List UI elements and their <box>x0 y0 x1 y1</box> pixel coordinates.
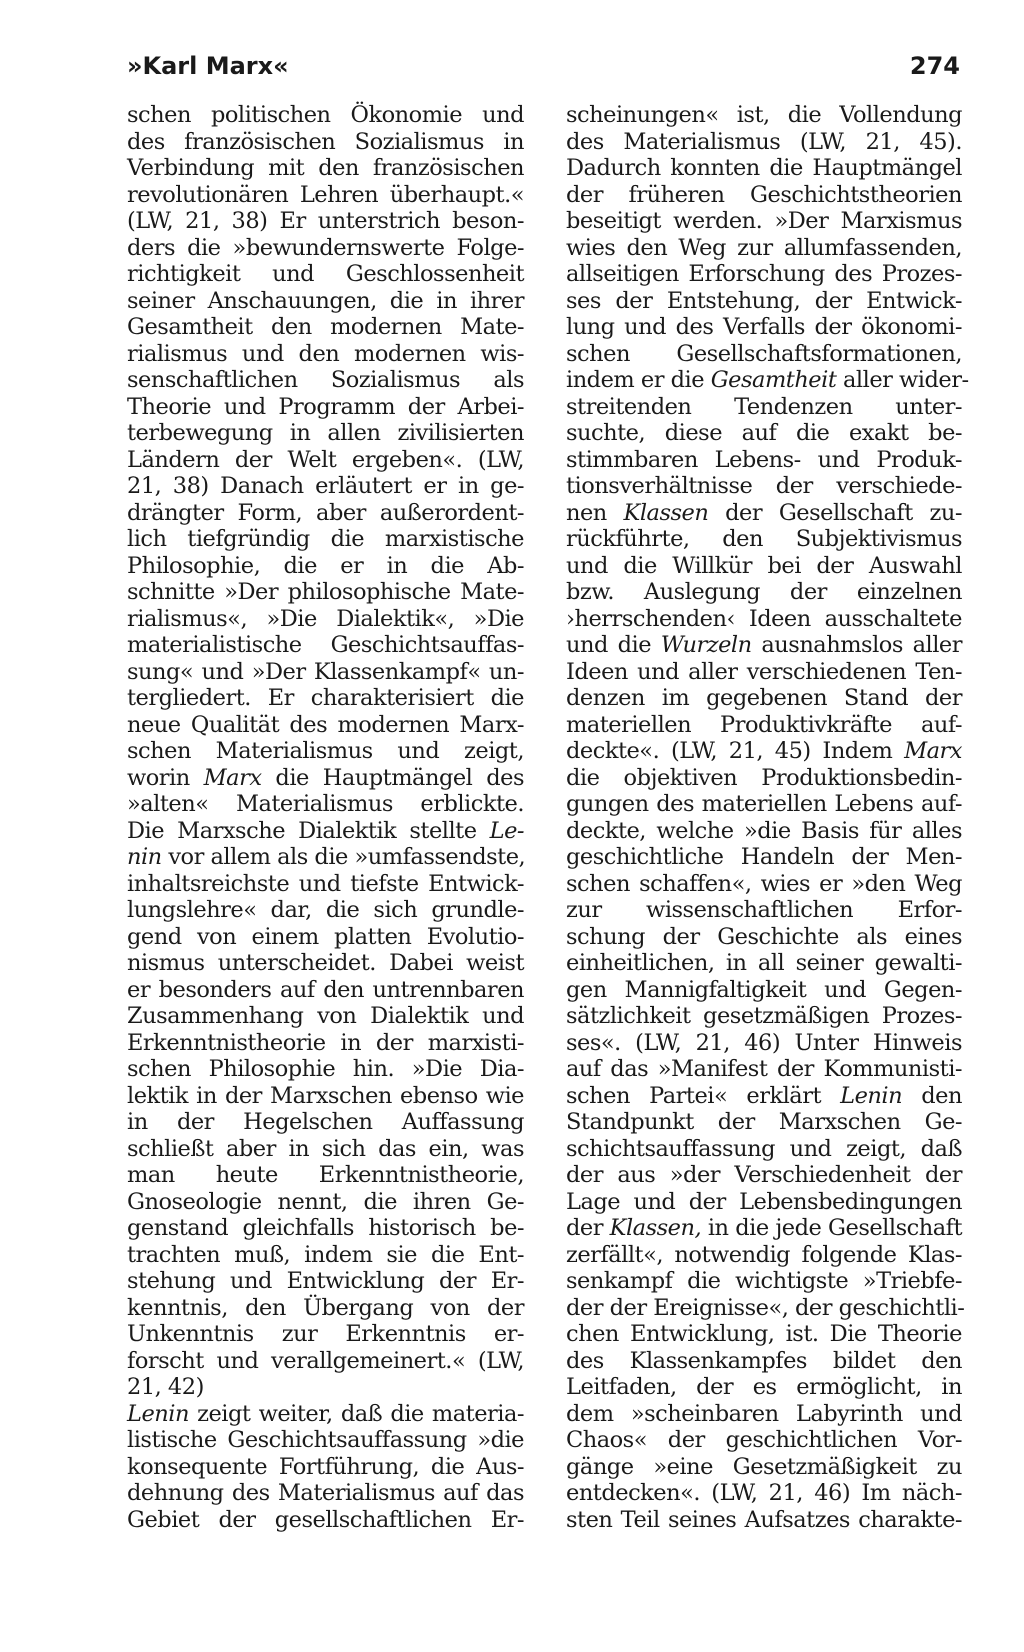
text-segment: deckte«. (LW, 21, 45) Indem <box>566 738 905 764</box>
running-head <box>127 48 960 84</box>
emphasized-name: Klassen <box>623 499 709 526</box>
text-segment: Die Marxsche Dialektik stellte <box>127 817 490 844</box>
text-segment: schen Partei« erklärt <box>566 1082 841 1109</box>
text-line: auf das »Manifest der Kommunisti- <box>566 1056 962 1082</box>
text-line: richtigkeit und Geschlossenheit <box>127 261 524 287</box>
text-line: Zusammenhang von Dialektik und <box>127 1003 524 1029</box>
text-line: lungslehre« dar, die sich grundle- <box>127 897 524 923</box>
text-line: zerfällt«, notwendig folgende Klas- <box>566 1241 962 1268</box>
text-line: senschaftlichen Sozialismus als <box>127 367 524 393</box>
text-line: ›herrschenden‹ Ideen ausschaltete <box>566 605 962 632</box>
text-line: dehnung des Materialismus auf das <box>127 1480 524 1506</box>
text-line: Gebiet der gesellschaftlichen Er- <box>127 1506 524 1533</box>
text-segment: die Hauptmängel des <box>261 764 525 791</box>
text-line: konsequente Fortführung, die Aus- <box>127 1453 524 1480</box>
text-line: schnitte »Der philosophische Mate- <box>127 579 524 605</box>
text-line: Lage und der Lebensbedingungen <box>566 1188 962 1215</box>
text-line: chen Entwicklung, ist. Die Theorie <box>566 1321 962 1347</box>
text-segment: vor allem als die »umfassendste, <box>161 844 526 870</box>
emphasized-name: nin <box>127 844 162 870</box>
text-segment: den <box>902 1082 962 1109</box>
text-line: tergliedert. Er charakterisiert die <box>127 685 524 711</box>
text-line: Erkenntnistheorie in der marxisti- <box>127 1029 524 1056</box>
text-line: scheinungen« ist, die Vollendung <box>566 102 962 128</box>
emphasized-name: Klassen, <box>609 1215 702 1241</box>
text-line: suchte, diese auf die exakt be- <box>566 420 962 446</box>
text-line <box>127 818 524 845</box>
emphasized-name: Gesamtheit <box>710 367 837 393</box>
text-line: sung« und »Der Klassenkampf« un- <box>127 658 524 685</box>
text-line: in der Hegelschen Auffassung <box>127 1109 524 1135</box>
left-text-column <box>127 102 524 1533</box>
text-segment: nen <box>566 499 624 526</box>
text-line: neue Qualität des modernen Marx- <box>127 711 524 738</box>
text-line: er besonders auf den untrennbaren <box>127 976 524 1003</box>
emphasized-name: Lenin <box>840 1082 903 1109</box>
text-line: wies den Weg zur allumfassenden, <box>566 234 962 261</box>
text-line: Gesamtheit den modernen Mate- <box>127 314 524 340</box>
text-line: tionsverhältnisse der verschiede- <box>566 473 962 499</box>
text-line: listische Geschichtsauffassung »die <box>127 1427 524 1453</box>
right-text-column <box>566 102 969 1533</box>
text-line: schen Gesellschaftsformationen, <box>566 340 962 367</box>
text-line: rückführte, den Subjektivismus <box>566 526 962 552</box>
text-line: lektik in der Marxschen ebenso wie <box>127 1082 524 1109</box>
emphasized-name: Marx <box>203 764 262 791</box>
text-line: bzw. Auslegung der einzelnen <box>566 579 962 605</box>
text-line: terbewegung in allen zivilisierten <box>127 420 524 446</box>
text-line: Gnoseologie nennt, die ihren Ge- <box>127 1188 524 1215</box>
text-line <box>127 765 524 792</box>
text-line: man heute Erkenntnistheorie, <box>127 1162 524 1188</box>
text-line: trachten muß, indem sie die Ent- <box>127 1241 524 1268</box>
text-line: 21, 42) <box>127 1374 204 1400</box>
emphasized-name: Wurzeln <box>660 632 752 658</box>
text-segment: indem er die <box>566 367 711 393</box>
text-line: Chaos« der geschichtlichen Vor- <box>566 1427 962 1453</box>
text-segment: ausnahmslos aller <box>751 632 963 658</box>
text-line: 21, 38) Danach erläutert er in ge- <box>127 473 524 499</box>
text-line: entdecken«. (LW, 21, 46) Im näch- <box>566 1480 962 1506</box>
text-segment: in die jede Gesellschaft <box>701 1215 962 1241</box>
text-line: materialistische Geschichtsauffas- <box>127 632 524 658</box>
text-line <box>566 632 962 659</box>
text-line: schen Philosophie hin. »Die Dia- <box>127 1056 524 1082</box>
text-line: Ländern der Welt ergeben«. (LW, <box>127 446 524 473</box>
text-line: der aus »der Verschiedenheit der <box>566 1162 962 1188</box>
text-line: ders die »bewundernswerte Folge- <box>127 234 524 261</box>
text-segment: der <box>566 1215 610 1241</box>
text-line: nismus unterscheidet. Dabei weist <box>127 950 524 976</box>
text-line: Dadurch konnten die Hauptmängel <box>566 155 962 181</box>
text-line: Leitfaden, der es ermöglicht, in <box>566 1374 962 1400</box>
text-line: die objektiven Produktionsbedin- <box>566 764 962 791</box>
text-line: Ideen und aller verschiedenen Ten- <box>566 658 962 685</box>
text-line: Philosophie, die er in die Ab- <box>127 552 524 579</box>
running-title: »Karl Marx« <box>127 52 289 80</box>
text-line: lich tiefgründig die marxistische <box>127 526 524 552</box>
page-number: 274 <box>909 52 960 80</box>
text-line: schung der Geschichte als eines <box>566 923 962 950</box>
text-line: seiner Anschauungen, die in ihrer <box>127 287 524 314</box>
text-line: lung und des Verfalls der ökonomi- <box>566 314 962 340</box>
text-line: schen Materialismus und zeigt, <box>127 738 524 764</box>
text-line: ses der Entstehung, der Entwick- <box>566 287 962 314</box>
text-line: schichtsauffassung und zeigt, daß <box>566 1135 962 1162</box>
text-line: rialismus«, »Die Dialektik«, »Die <box>127 605 524 632</box>
text-segment: und die <box>566 632 661 658</box>
emphasized-name: Marx <box>904 738 962 764</box>
text-line: einheitlichen, in all seiner gewalti- <box>566 950 962 976</box>
text-line: schließt aber in sich das ein, was <box>127 1135 524 1162</box>
text-line <box>566 738 962 765</box>
text-line <box>566 1215 962 1242</box>
text-line: schen politischen Ökonomie und <box>127 102 524 128</box>
text-line: des Klassenkampfes bildet den <box>566 1347 962 1374</box>
text-line: gen Mannigfaltigkeit und Gegen- <box>566 976 962 1003</box>
text-line <box>127 844 524 871</box>
text-line: senkampf die wichtigste »Triebfe- <box>566 1268 962 1294</box>
text-line: rialismus und den modernen wis- <box>127 340 524 367</box>
text-line <box>566 367 969 394</box>
emphasized-name: Le- <box>489 817 524 844</box>
text-line: Standpunkt der Marxschen Ge- <box>566 1109 962 1135</box>
text-line: beseitigt werden. »Der Marxismus <box>566 208 962 234</box>
text-line: des Materialismus (LW, 21, 45). <box>566 128 962 155</box>
text-line: gend von einem platten Evolutio- <box>127 923 524 950</box>
text-line: drängter Form, aber außerordent- <box>127 499 524 526</box>
text-line: des französischen Sozialismus in <box>127 128 524 155</box>
text-line: schen schaffen«, wies er »den Weg <box>566 870 962 897</box>
text-line: sätzlichkeit gesetzmäßigen Prozes- <box>566 1003 962 1029</box>
text-line: sten Teil seines Aufsatzes charakte- <box>566 1506 962 1533</box>
text-line: genstand gleichfalls historisch be- <box>127 1215 524 1241</box>
text-segment: aller wider- <box>836 367 969 393</box>
text-line: deckte, welche »die Basis für alles <box>566 817 962 844</box>
text-line: (LW, 21, 38) Er unterstrich beson- <box>127 208 524 234</box>
text-line: Theorie und Programm der Arbei- <box>127 393 524 420</box>
text-line: Verbindung mit den französischen <box>127 155 524 181</box>
text-line: kenntnis, den Übergang von der <box>127 1294 524 1321</box>
text-line: geschichtliche Handeln der Men- <box>566 844 962 870</box>
text-line: materiellen Produktivkräfte auf- <box>566 711 962 738</box>
text-line <box>566 500 962 527</box>
text-line: allseitigen Erforschung des Prozes- <box>566 261 962 287</box>
text-segment: der Gesellschaft zu- <box>708 499 962 526</box>
text-line: gungen des materiellen Lebens auf- <box>566 791 962 817</box>
text-line <box>566 1083 962 1110</box>
text-line: stehung und Entwicklung der Er- <box>127 1268 524 1294</box>
text-segment: worin <box>127 764 204 791</box>
text-line: denzen im gegebenen Stand der <box>566 685 962 711</box>
text-line: und die Willkür bei der Auswahl <box>566 552 962 579</box>
text-line: zur wissenschaftlichen Erfor- <box>566 897 962 923</box>
text-line: »alten« Materialismus erblickte. <box>127 791 524 817</box>
emphasized-name: Lenin <box>127 1400 189 1427</box>
text-segment: zeigt weiter, daß die materia- <box>188 1400 524 1427</box>
text-line: streitenden Tendenzen unter- <box>566 393 962 420</box>
text-line: der der Ereignisse«, der geschichtli- <box>566 1294 965 1321</box>
text-line: Unkenntnis zur Erkenntnis er- <box>127 1321 524 1347</box>
text-line: stimmbaren Lebens- und Produk- <box>566 446 962 473</box>
text-line: dem »scheinbaren Labyrinth und <box>566 1400 962 1427</box>
text-line: forscht und verallgemeinert.« (LW, <box>127 1347 524 1374</box>
text-line: der früheren Geschichtstheorien <box>566 181 962 208</box>
text-line <box>127 1401 524 1428</box>
text-line: inhaltsreichste und tiefste Entwick- <box>127 870 524 897</box>
text-line: gänge »eine Gesetzmäßigkeit zu <box>566 1453 962 1480</box>
text-line: ses«. (LW, 21, 46) Unter Hinweis <box>566 1029 962 1056</box>
text-line: revolutionären Lehren überhaupt.« <box>127 181 524 208</box>
